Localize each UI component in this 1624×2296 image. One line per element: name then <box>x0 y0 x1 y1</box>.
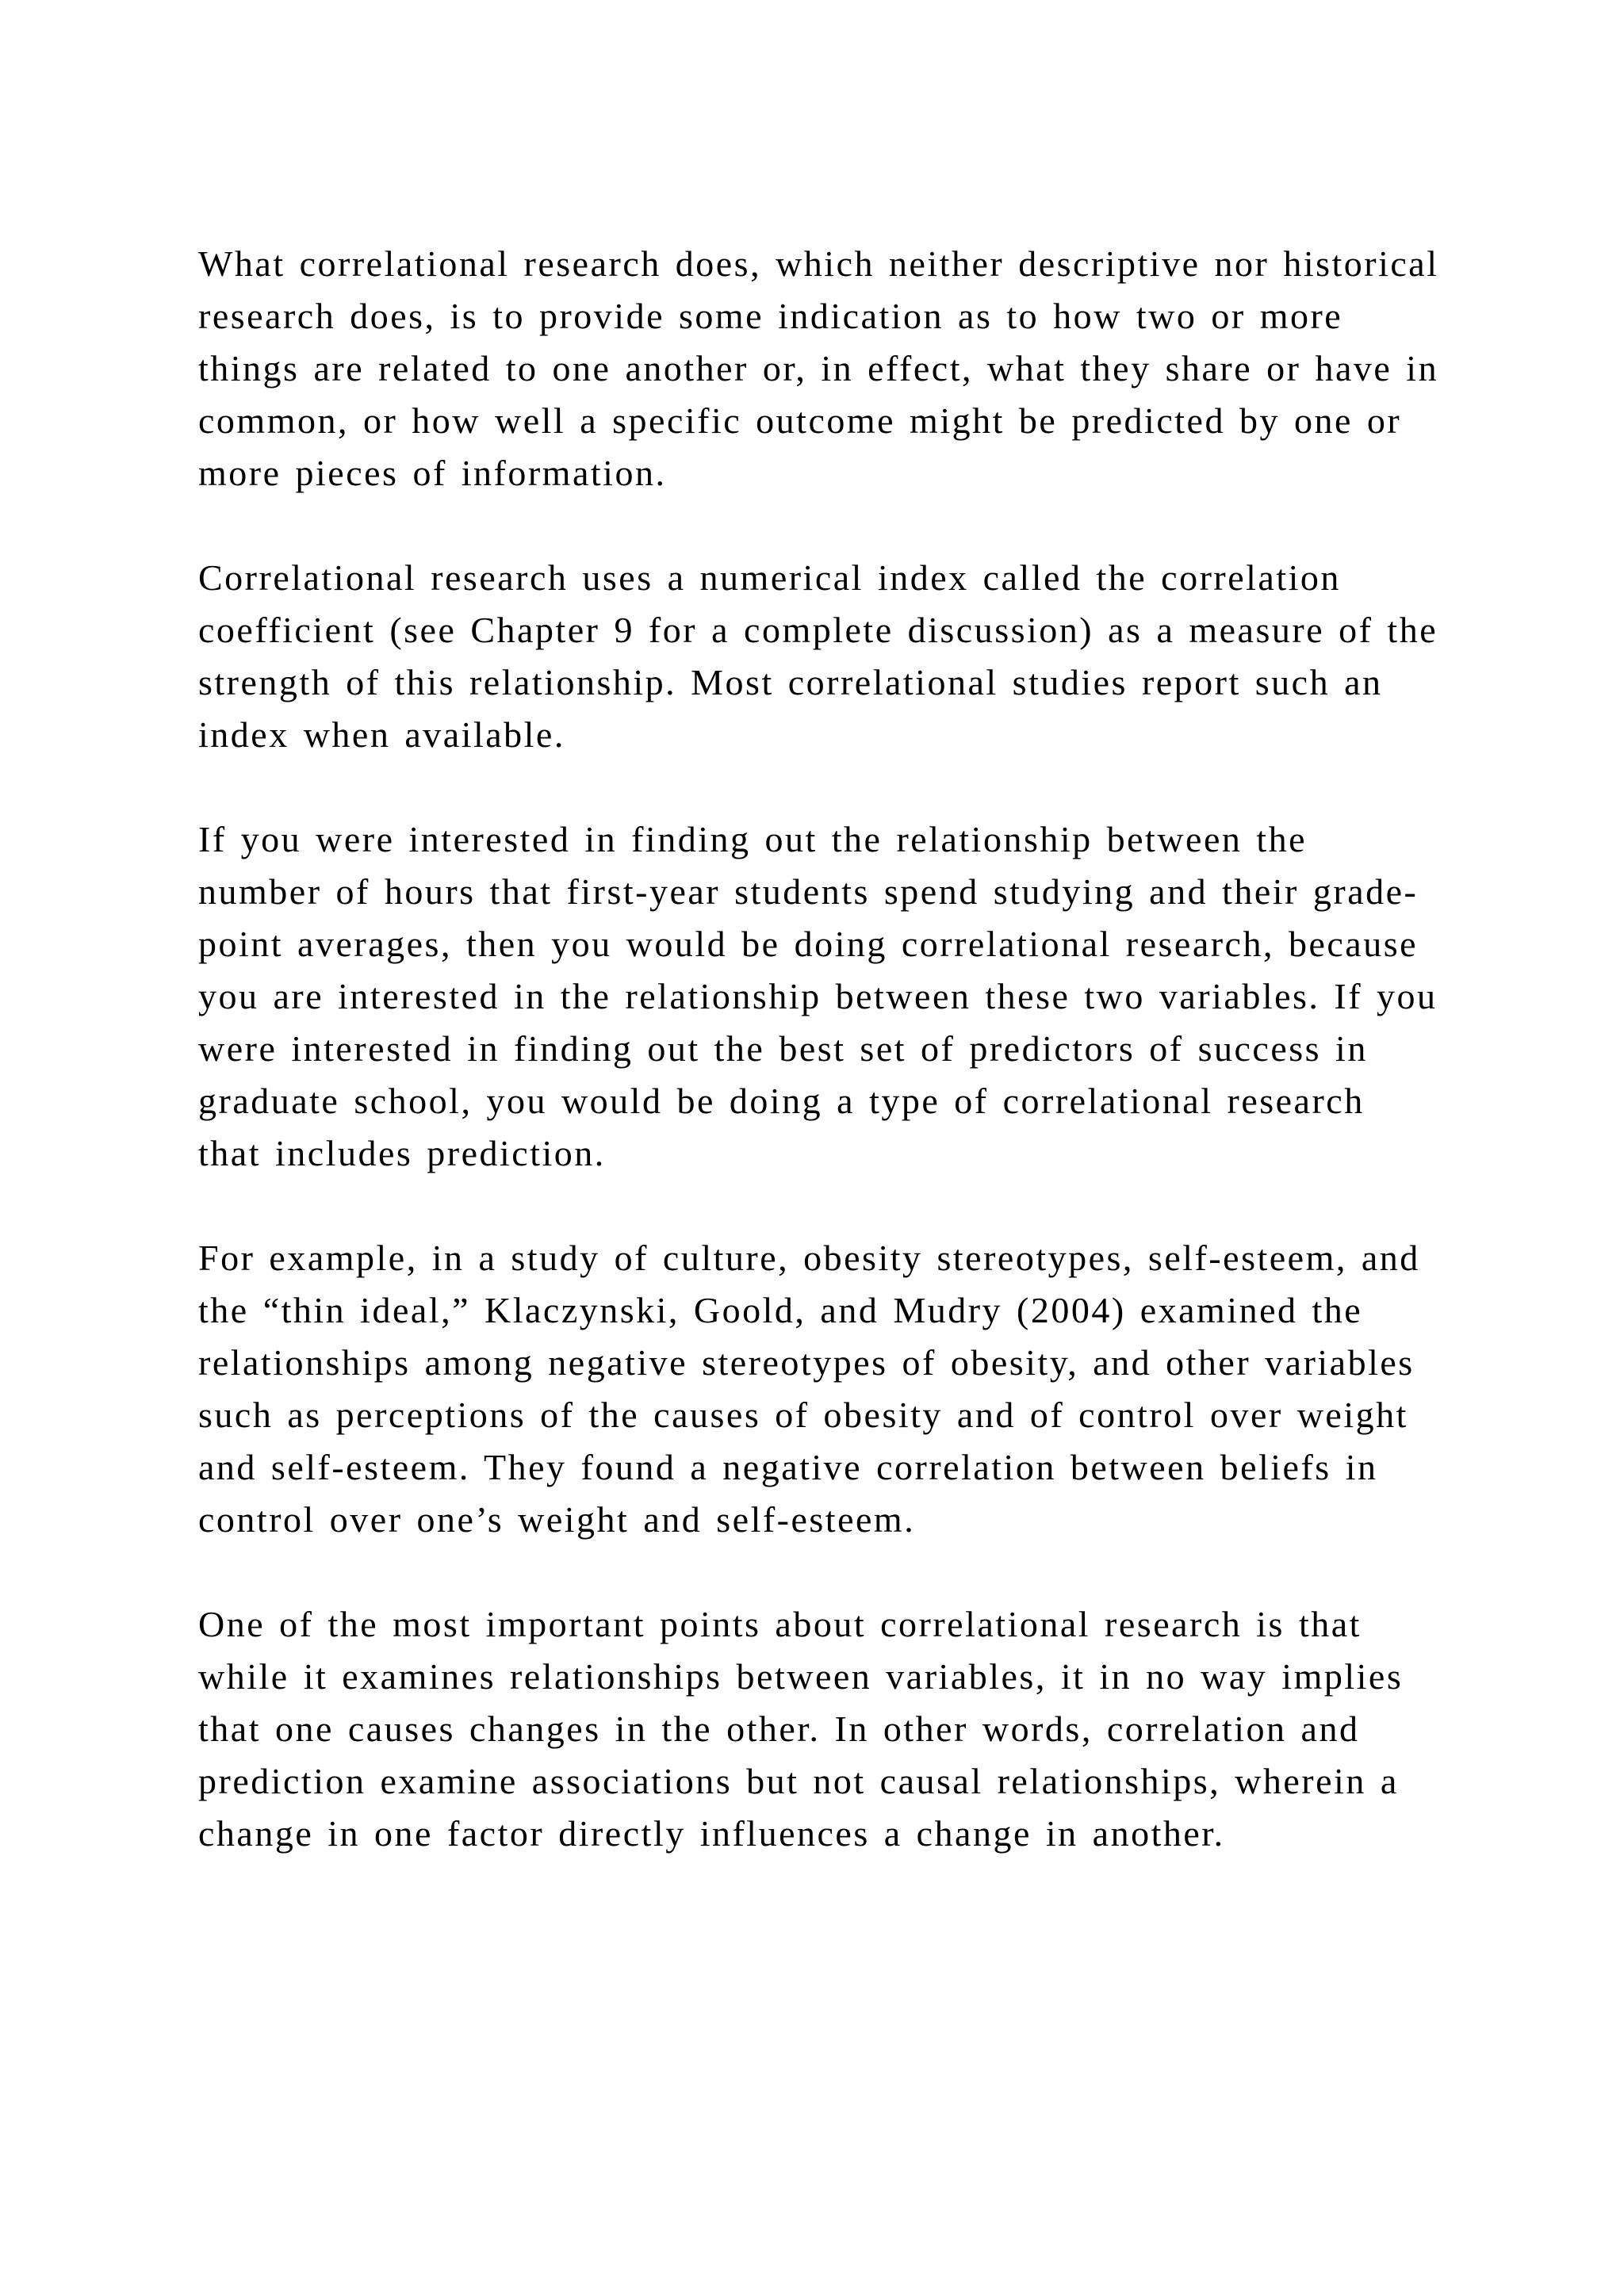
paragraph-what-correlational-research-does: What correlational research does, which neither descriptive nor historical research does, is to provide some indication as to how two or more things are related to one another or, in effect, what they share or have in common, or how well a specific outcome might be predicted by one or more pieces of information. <box>198 243 1439 493</box>
paragraph-most-important-points: One of the most important points about correlational research is that while it examines relationships between variables, it in no way implies that one causes changes in the other. In other words, correlation and prediction examine associations but not causal relationships, wherein a change in one factor directly influences a change in another. <box>198 1604 1404 1854</box>
paragraph-if-you-were-interested: If you were interested in finding out the relationship between the number of hours that first-year students spend studying and their grade-point averages, then you would be doing correlational research, because you are interested in the relationship between these two variables. If you were interested in finding out the best set of predictors of success in graduate school, you would be doing a type of correlational research that includes prediction. <box>198 819 1438 1173</box>
paragraph-for-example-study: For example, in a study of culture, obesity stereotypes, self-esteem, and the “thin ideal,” Klaczynski, Goold, and Mudry (2004) examined the relationships among negative stereotypes of obesity, and other variables such as perceptions of the causes of obesity and of control over weight and self-esteem. They found a negative correlation between beliefs in control over one’s weight and self-esteem. <box>198 1238 1420 1540</box>
paragraph-numerical-index: Correlational research uses a numerical index called the correlation coefficient (see Chapter 9 for a complete discussion) as a measure of the strength of this relationship. Most correlational studies report such an index when available. <box>198 557 1438 755</box>
text-column <box>198 238 1439 1860</box>
